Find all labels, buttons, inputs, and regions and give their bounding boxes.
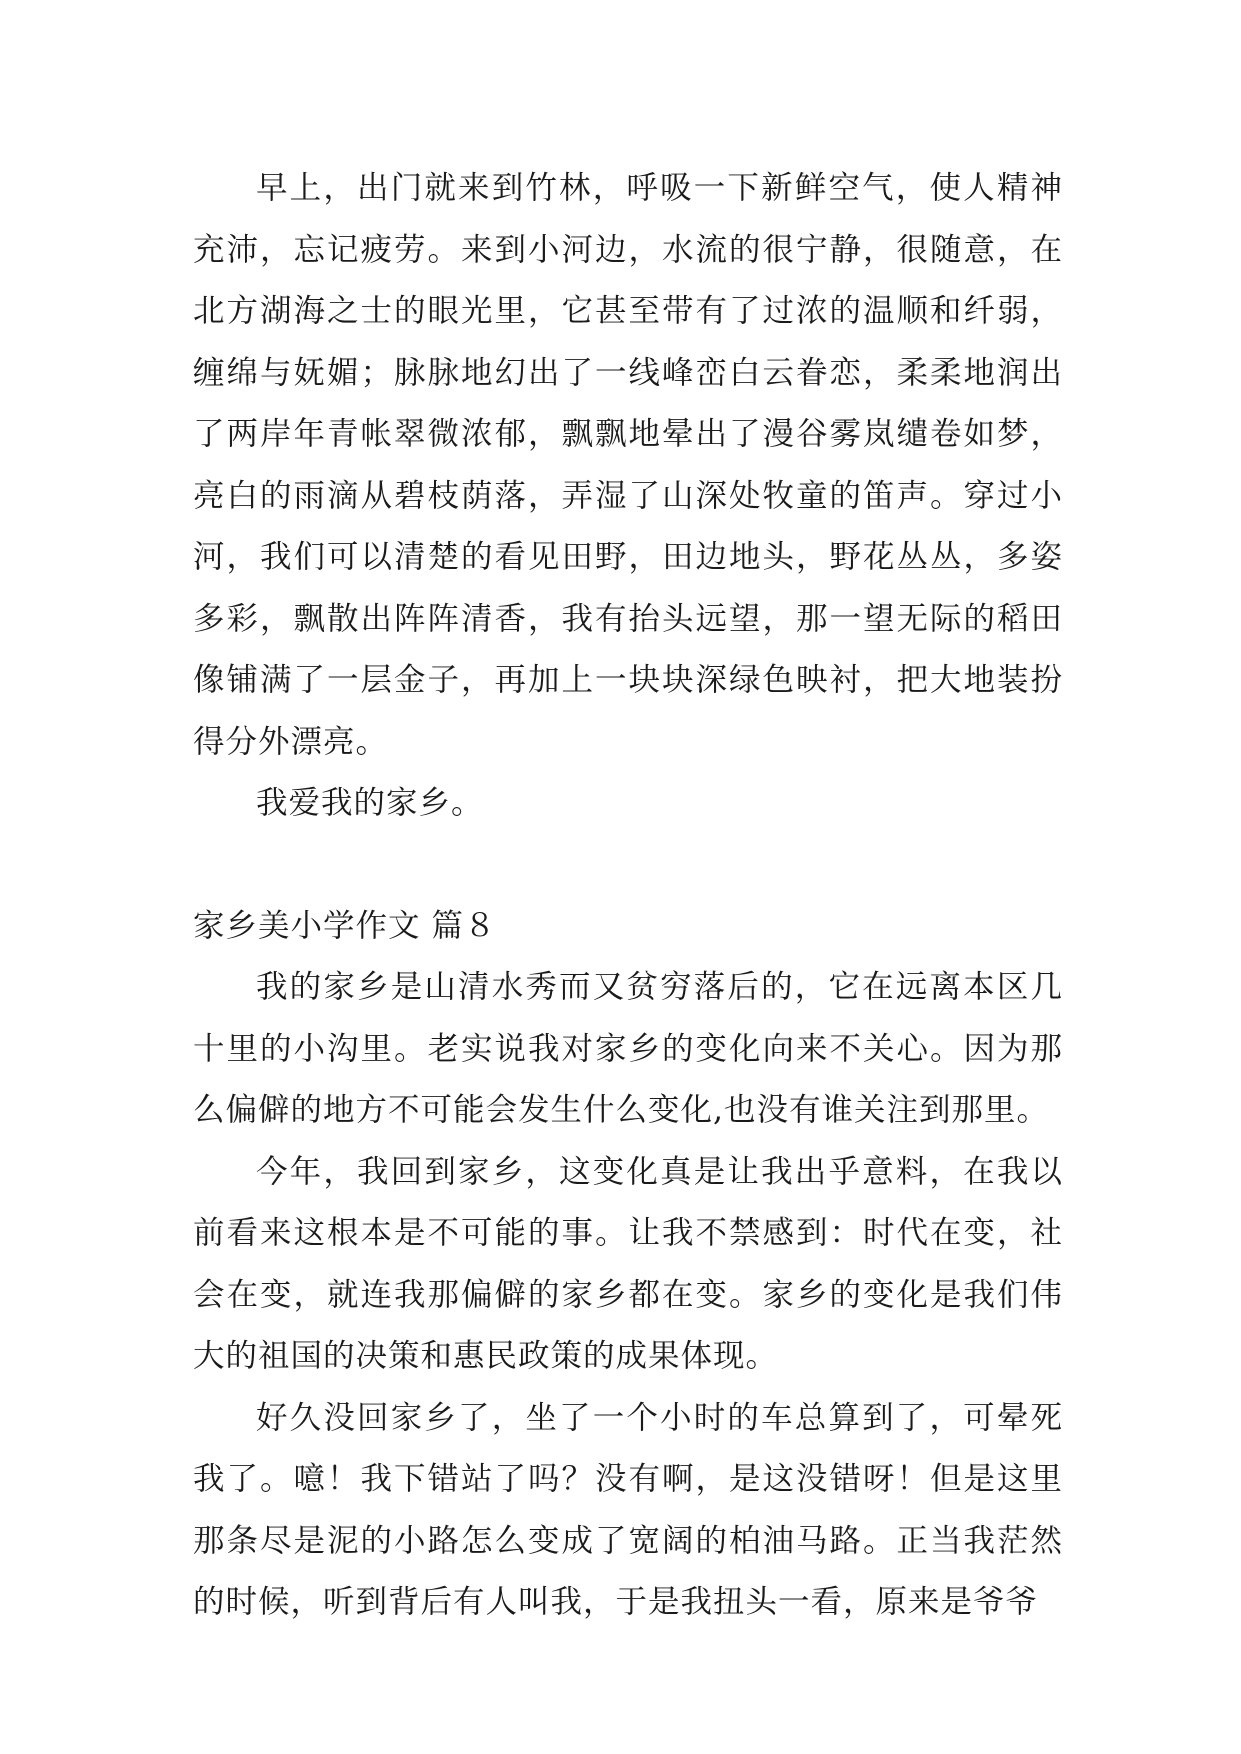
document-page — [193, 158, 1063, 1634]
paragraph-return-trip: 好久没回家乡了，坐了一个小时的车总算到了，可晕死我了。噫！我下错站了吗？没有啊，是这没错呀！但是这里那条尽是泥的小路怎么变成了宽阔的柏油马路。正当我茫然的时候，听到背后有人叫我，于是我扭头一看，原来是爷爷 — [193, 1399, 1063, 1620]
paragraph-morning-bamboo: 早上，出门就来到竹林，呼吸一下新鲜空气，使人精神充沛，忘记疲劳。来到小河边，水流的很宁静，很随意，在北方湖海之士的眼光里，它甚至带有了过浓的温顺和纤弱，缠绵与妩媚；脉脉地幻出了一线峰峦白云眷恋，柔柔地润出了两岸年青帐翠微浓郁，飘飘地晕出了漫谷雾岚缱卷如梦，亮白的雨滴从碧枝荫落，弄湿了山深处牧童的笛声。穿过小河，我们可以清楚的看见田野，田边地头，野花丛丛，多姿多彩，飘散出阵阵清香，我有抬头远望，那一望无际的稻田像铺满了一层金子，再加上一块块深绿色映衬，把大地装扮得分外漂亮。 — [193, 170, 1063, 760]
section-heading: 家乡美小学作文 篇８ — [193, 907, 497, 944]
paragraph-love-hometown: 我爱我的家乡。 — [256, 785, 484, 821]
paragraph-hometown-intro: 我的家乡是山清水秀而又贫穷落后的，它在远离本区几十里的小沟里。老实说我对家乡的变化向来不关心。因为那么偏僻的地方不可能会发生什么变化,也没有谁关注到那里。 — [193, 969, 1063, 1128]
paragraph-this-year: 今年，我回到家乡，这变化真是让我出乎意料，在我以前看来这根本是不可能的事。让我不禁感到：时代在变，社会在变，就连我那偏僻的家乡都在变。家乡的变化是我们伟大的祖国的决策和惠民政策的成果体现。 — [193, 1153, 1063, 1374]
